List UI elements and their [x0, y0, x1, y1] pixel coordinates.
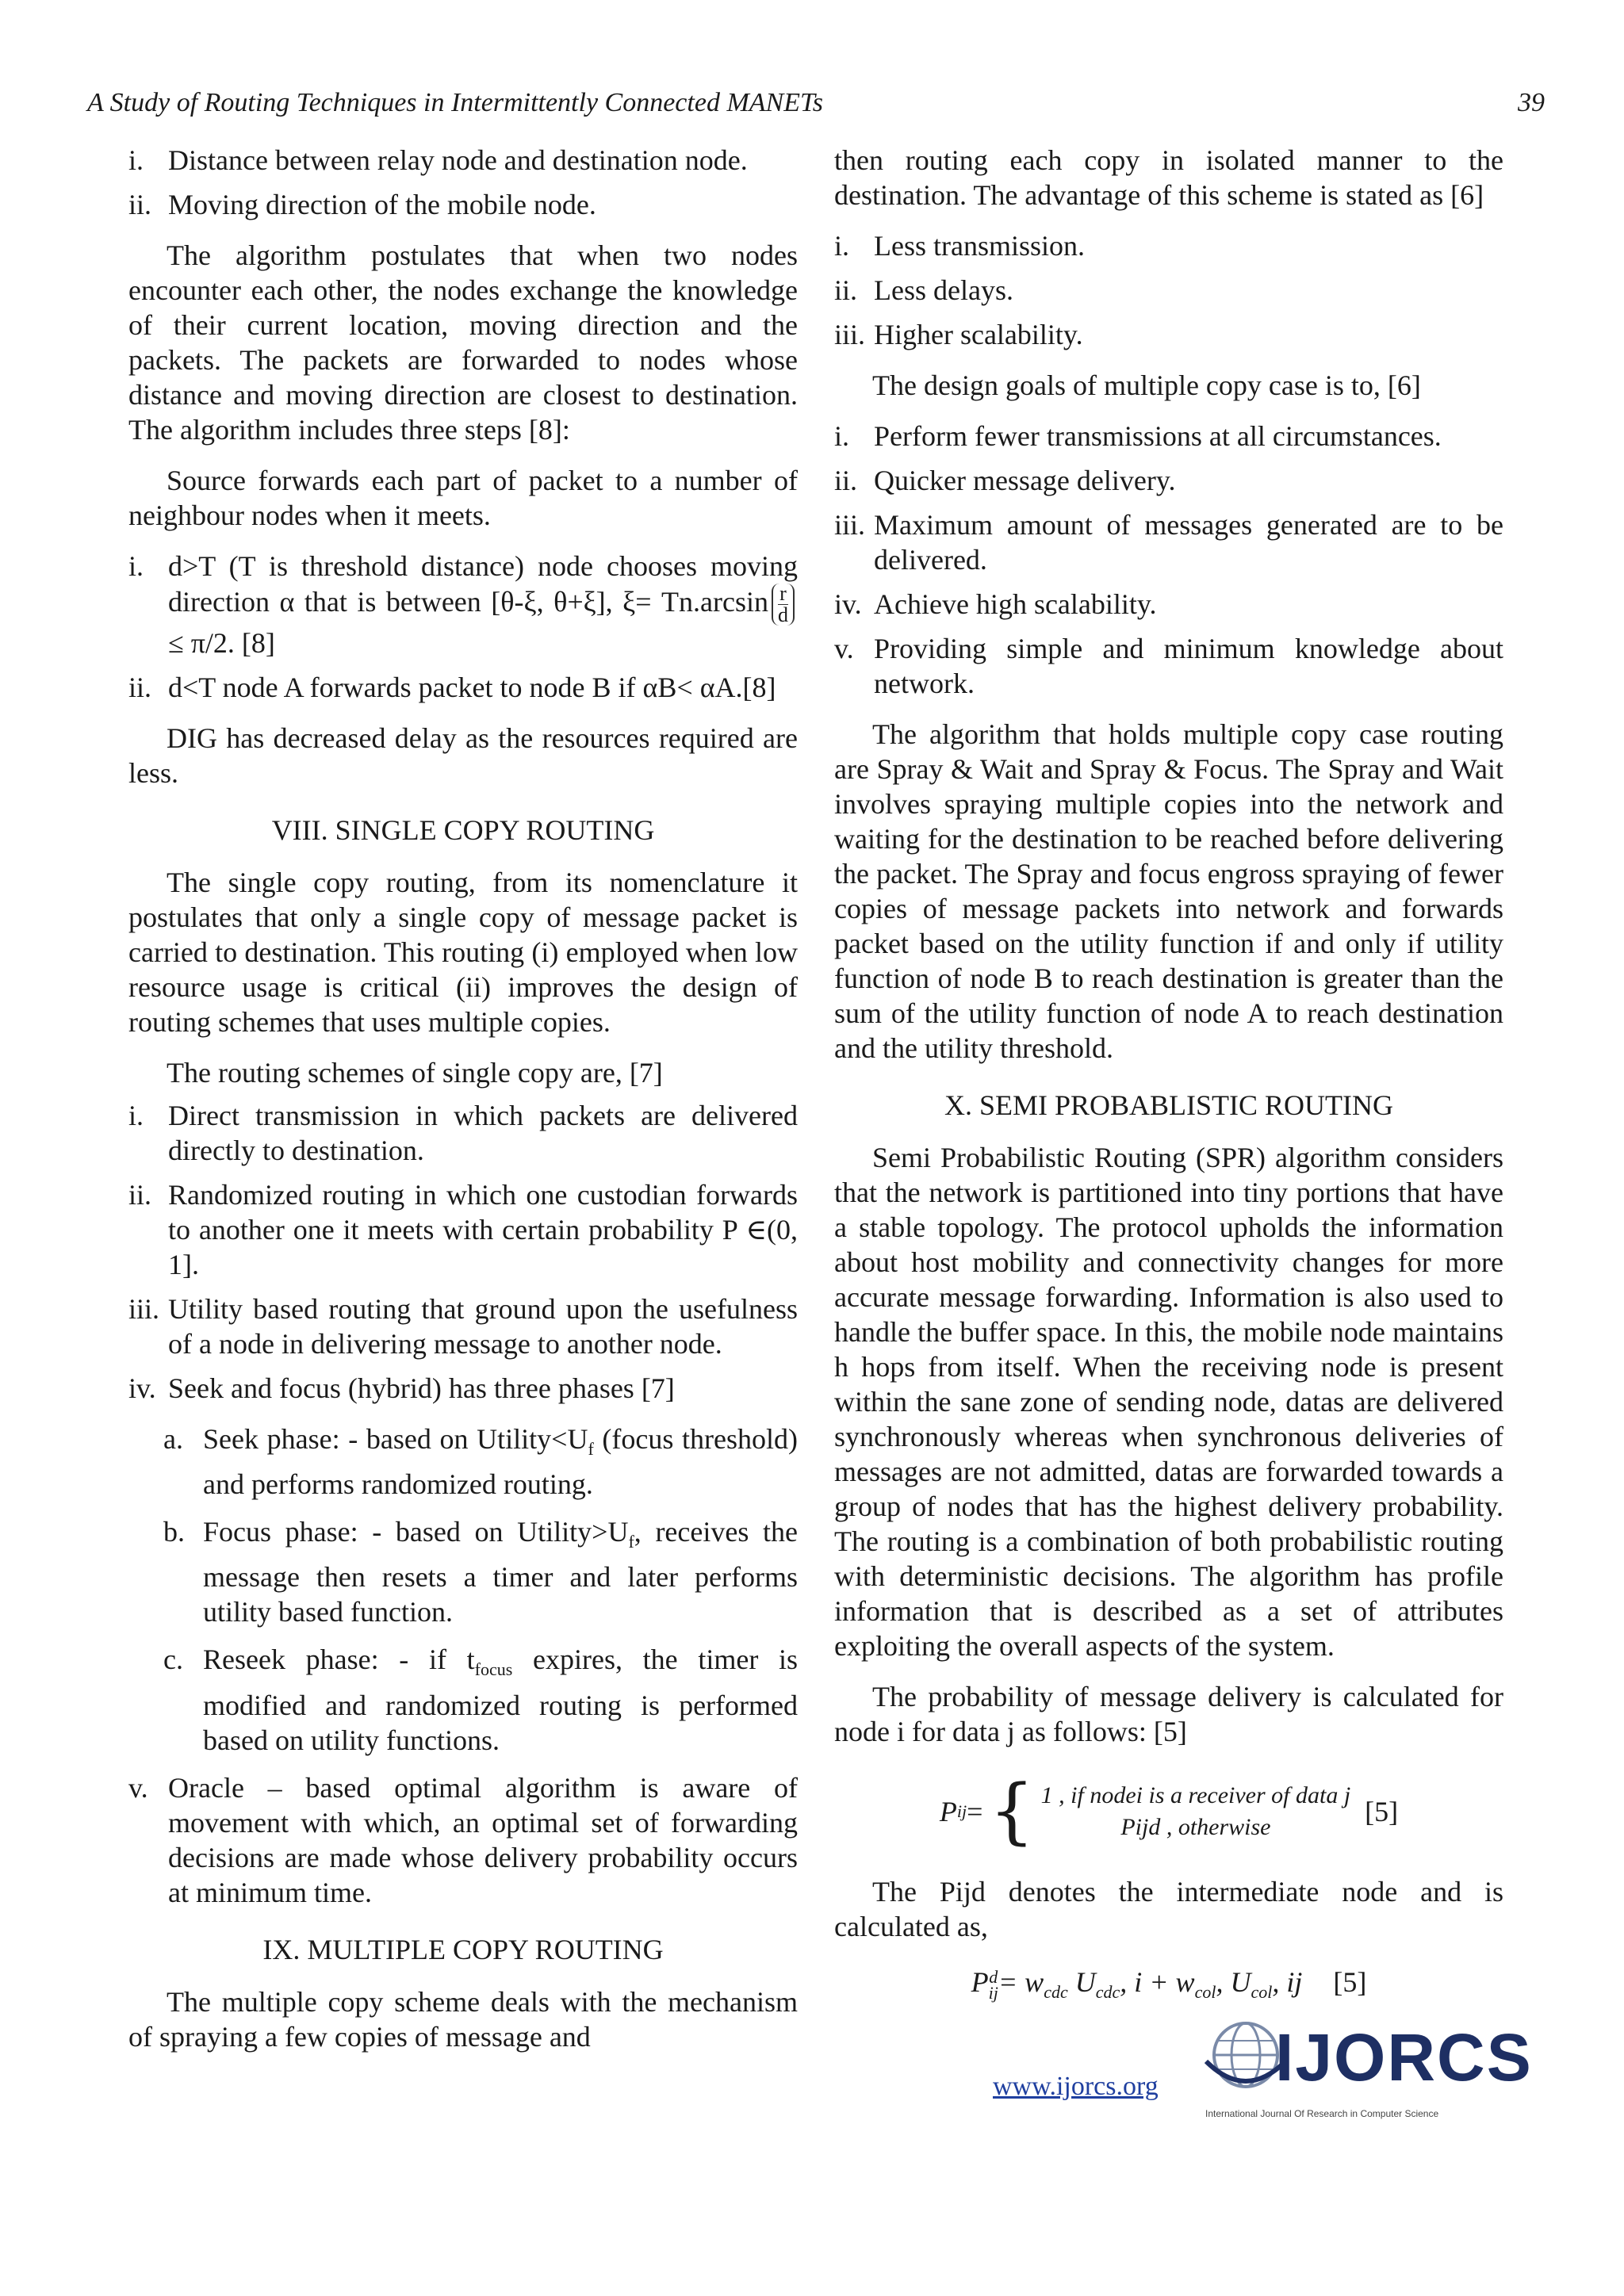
list-marker: ii. [834, 274, 858, 306]
list-item [128, 670, 798, 705]
list-text: Providing simple and minimum knowledge about network. [874, 633, 1503, 699]
list-item [128, 1292, 798, 1361]
list-marker: ii. [834, 465, 858, 496]
fraction-denominator: d [778, 603, 788, 626]
sub-list-item [128, 1514, 798, 1629]
list-marker: i. [834, 230, 850, 262]
equation-text: , U [1216, 1966, 1251, 1998]
list-item [834, 507, 1503, 577]
sub-list-item [128, 1422, 798, 1502]
paragraph: The algorithm that holds multiple copy case routing are Spray & Wait and Spray & Focus. The Spray and Wait involves spraying multiple copies into the network and waiting for the destination to be reached before delivering the packet. The Spray and focus engross spraying of fewer copies of message packets into network and forwards packet based on the utility function if and only if utility function of node B to reach destination is greater than the sum of the utility function of node A to reach destination and the utility threshold. [834, 718, 1503, 1064]
list-item [128, 187, 798, 222]
list-item [834, 273, 1503, 308]
list-marker: ii. [128, 672, 152, 703]
list-marker: iii. [834, 319, 866, 350]
subscript: col [1194, 1982, 1216, 2003]
list-marker: i. [834, 420, 850, 452]
paragraph: The routing schemes of single copy are, [7] [167, 1057, 663, 1089]
equation-text: , i + w [1120, 1966, 1195, 1998]
equation-case: Pijd , otherwise [1120, 1814, 1271, 1840]
list-text: Perform fewer transmissions at all circumstances. [874, 420, 1442, 452]
list-text: Focus phase: - based on Utility>U [203, 1516, 629, 1548]
equation-pij [834, 1770, 1503, 1853]
formula-text: d>T (T is threshold distance) node chooses moving direction α that is between [θ-ξ, θ+ξ], ξ= Tn.arcsin [168, 550, 798, 618]
formula-text: ≤ π/2. [8] [168, 627, 275, 659]
paragraph: Semi Probabilistic Routing (SPR) algorithm considers that the network is partitioned into tiny portions that have a stable topology. The protocol upholds the information about host mobility and connectivity changes for more accurate message forwarding. Information is also used to handle the buffer space. In this, the mobile node maintains h hops from itself. When the receiving node is present within the sane zone of sending node, datas are delivered synchronously whereas when synchronous deliveries of messages are not admitted, datas are forwarded towards a group of nodes that has the highest delivery probability. The routing is a combination of both probabilistic routing with deterministic decisions. The algorithm has profile information that is described as a set of attributes exploiting the overall aspects of the system. [834, 1142, 1503, 1662]
superscript: d [989, 1966, 998, 1987]
equation-cases [1041, 1780, 1350, 1843]
list-text: (focus threshold) and performs randomized routing. [203, 1423, 798, 1501]
list-text: Randomized routing in which one custodian forwards to another one it meets with certain probability P ∈(0, 1]. [168, 1179, 798, 1280]
list-text: Less delays. [874, 274, 1013, 306]
list-marker: ii. [128, 1179, 152, 1211]
list-item [128, 549, 798, 660]
list-marker: iii. [128, 1293, 160, 1325]
subscript: cdc [1095, 1982, 1120, 2003]
equation-pijd [834, 1965, 1503, 2010]
equation-text: P [971, 1966, 989, 1998]
list-marker: i. [128, 144, 144, 176]
list-marker: b. [163, 1516, 185, 1548]
subscript: ij [988, 1982, 998, 2003]
list-text: Higher scalability. [874, 319, 1083, 350]
list-text: Quicker message delivery. [874, 465, 1176, 496]
running-title: A Study of Routing Techniques in Intermittently Connected MANETs [87, 88, 823, 117]
subscript: cdc [1044, 1982, 1068, 2003]
list-text: Moving direction of the mobile node. [168, 189, 596, 220]
brace: { [989, 1770, 1035, 1853]
ijorcs-logo [1202, 2014, 1533, 2119]
subscript: f [628, 1532, 634, 1552]
equation-ref: [5] [1333, 1966, 1367, 1998]
list-marker: i. [128, 1100, 144, 1131]
list-text: Reseek phase: - if t [203, 1644, 475, 1676]
section-heading: IX. MULTIPLE COPY ROUTING [262, 1933, 664, 1965]
left-column [128, 143, 798, 2070]
fraction-numerator: r [778, 584, 788, 605]
list-marker: a. [163, 1423, 183, 1455]
page-number: 39 [1518, 88, 1545, 117]
list-text: d<T node A forwards packet to node B if αB< αA.[8] [168, 672, 776, 703]
list-marker: iv. [834, 588, 862, 620]
equation-ref: [5] [1365, 1796, 1399, 1827]
section-heading: X. SEMI PROBABLISTIC ROUTING [944, 1089, 1394, 1121]
journal-url-link[interactable]: www.ijorcs.org [993, 2072, 1159, 2101]
subscript: ij [956, 1801, 967, 1821]
paragraph: DIG has decreased delay as the resources required are less. [128, 722, 798, 789]
list-text: Distance between relay node and destination node. [168, 144, 748, 176]
paragraph: The design goals of multiple copy case is to, [6] [872, 369, 1421, 401]
list-marker: iii. [834, 509, 866, 541]
list-marker: v. [834, 633, 854, 664]
equation-case: 1 , if nodei is a receiver of data j [1040, 1782, 1351, 1808]
list-item [834, 419, 1503, 453]
equals-sign: = [967, 1796, 983, 1827]
list-item [834, 587, 1503, 622]
equation-text: = w [998, 1966, 1044, 1998]
subscript: focus [474, 1659, 513, 1680]
list-item [128, 1371, 798, 1406]
paragraph: The Pijd denotes the intermediate node and is calculated as, [834, 1876, 1503, 1942]
list-item [834, 463, 1503, 498]
list-marker: i. [128, 550, 144, 582]
list-text: Maximum amount of messages generated are to be delivered. [874, 509, 1503, 576]
logo-subtitle: International Journal Of Research in Computer Science [1205, 2108, 1439, 2119]
list-text: Achieve high scalability. [874, 588, 1157, 620]
sub-list-item [128, 1642, 798, 1757]
paragraph: Source forwards each part of packet to a number of neighbour nodes when it meets. [128, 465, 798, 531]
list-text: expires, the timer is modified and randomized routing is performed based on utility functions. [203, 1644, 799, 1756]
list-text: Utility based routing that ground upon the usefulness of a node in delivering message to another node. [168, 1293, 798, 1360]
section-heading: VIII. SINGLE COPY ROUTING [271, 814, 655, 846]
subscript: f [588, 1439, 594, 1460]
list-item [128, 1770, 798, 1910]
list-item [834, 317, 1503, 352]
list-item [128, 1098, 798, 1168]
right-column [834, 143, 1503, 2030]
list-item [128, 1177, 798, 1282]
equation-text: , ij [1272, 1966, 1303, 1998]
list-item [834, 228, 1503, 263]
list-text: Seek phase: - based on Utility<U [203, 1423, 588, 1455]
paragraph: then routing each copy in isolated manner to the destination. The advantage of this scheme is stated as [6] [834, 144, 1503, 211]
paragraph: The multiple copy scheme deals with the mechanism of spraying a few copies of message and [128, 1985, 798, 2053]
equation-lhs: P [939, 1796, 957, 1827]
list-item [834, 631, 1503, 701]
paragraph: The algorithm postulates that when two nodes encounter each other, the nodes exchange the knowledge of their current location, moving direction and the packets. The packets are forwarded to nodes whose distance and moving direction are closest to destination. The algorithm includes three steps [8]: [128, 239, 798, 446]
paragraph: The probability of message delivery is calculated for node i for data j as follows: [5] [834, 1681, 1503, 1747]
list-marker: v. [128, 1771, 148, 1804]
list-text: Seek and focus (hybrid) has three phases [7] [168, 1372, 675, 1404]
list-text: , receives the message then resets a timer and later performs utility based function. [203, 1516, 798, 1628]
subscript: col [1251, 1982, 1273, 2003]
running-head [87, 86, 1545, 121]
equation-text: U [1067, 1966, 1096, 1998]
list-item [128, 143, 798, 178]
list-marker: ii. [128, 189, 152, 220]
list-marker: c. [163, 1644, 183, 1676]
list-marker: iv. [128, 1372, 156, 1404]
paragraph: The single copy routing, from its nomenclature it postulates that only a single copy of message packet is carried to destination. This routing (i) employed when low resource usage is critical (ii) improves the design of routing schemes that uses multiple copies. [128, 867, 798, 1038]
list-text: Direct transmission in which packets are delivered directly to destination. [168, 1100, 798, 1166]
list-text: Oracle – based optimal algorithm is aware of movement with which, an optimal set of forwarding decisions are made whose delivery probability occurs at minimum time. [168, 1771, 798, 1908]
logo-text: IJORCS [1275, 2020, 1533, 2095]
list-text: Less transmission. [874, 230, 1085, 262]
